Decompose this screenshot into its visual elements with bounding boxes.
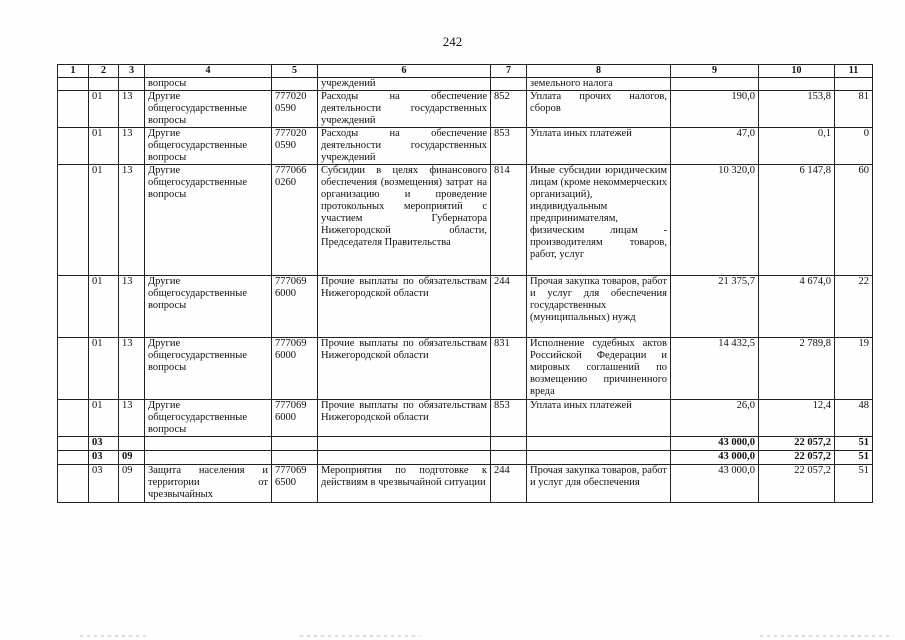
cell-division: 01 <box>89 91 119 128</box>
cell-subdivision: 13 <box>119 276 145 338</box>
cell-subdivision-name: Другие общегосударственные вопросы <box>145 91 272 128</box>
cell-percent: 60 <box>835 165 873 276</box>
cell-target-code <box>272 78 318 91</box>
cell-percent <box>835 78 873 91</box>
cell-expense-type <box>491 437 527 451</box>
cell-planned: 43 000,0 <box>671 465 759 503</box>
col-header: 11 <box>835 65 873 78</box>
cell-expense-type: 853 <box>491 400 527 437</box>
table-row <box>58 465 873 503</box>
cell-subdivision <box>119 437 145 451</box>
cell-expense-type: 852 <box>491 91 527 128</box>
cell-planned <box>671 78 759 91</box>
cell-target-code: 777020 0590 <box>272 128 318 165</box>
cell-planned: 14 432,5 <box>671 338 759 400</box>
cell-subdivision: 09 <box>119 451 145 465</box>
cell-percent: 22 <box>835 276 873 338</box>
cell-division: 03 <box>89 437 119 451</box>
cell-subdivision-name: вопросы <box>145 78 272 91</box>
cell-section <box>58 165 89 276</box>
table-row <box>58 437 873 451</box>
cell-executed: 2 789,8 <box>759 338 835 400</box>
cell-target-name <box>318 451 491 465</box>
cell-expense-name: Уплата иных платежей <box>527 128 671 165</box>
col-header: 9 <box>671 65 759 78</box>
cell-target-code: 777069 6000 <box>272 400 318 437</box>
cell-target-code: 777069 6500 <box>272 465 318 503</box>
cell-division: 01 <box>89 128 119 165</box>
cell-percent: 51 <box>835 451 873 465</box>
cell-executed: 6 147,8 <box>759 165 835 276</box>
cell-executed: 22 057,2 <box>759 465 835 503</box>
col-header: 2 <box>89 65 119 78</box>
col-header: 3 <box>119 65 145 78</box>
cell-executed: 22 057,2 <box>759 437 835 451</box>
col-header: 7 <box>491 65 527 78</box>
page-number: 242 <box>442 34 463 49</box>
cell-target-name: Расходы на обеспечение деятельности государственных учреждений <box>318 128 491 165</box>
cell-subdivision-name <box>145 437 272 451</box>
cell-expense-name: Уплата прочих налогов, сборов <box>527 91 671 128</box>
cell-expense-name <box>527 451 671 465</box>
cell-division: 03 <box>89 465 119 503</box>
table-row <box>58 91 873 128</box>
cell-target-code <box>272 451 318 465</box>
cell-subdivision: 13 <box>119 91 145 128</box>
cell-expense-type <box>491 78 527 91</box>
col-header: 10 <box>759 65 835 78</box>
cell-division: 01 <box>89 338 119 400</box>
cell-target-name: Прочие выплаты по обязательствам Нижегородской области <box>318 400 491 437</box>
cell-executed: 12,4 <box>759 400 835 437</box>
cell-expense-type: 853 <box>491 128 527 165</box>
cell-section <box>58 465 89 503</box>
cell-planned: 190,0 <box>671 91 759 128</box>
cell-section <box>58 338 89 400</box>
cell-target-name: Мероприятия по подготовке к действиям в чрезвычайной ситуации <box>318 465 491 503</box>
table-row <box>58 165 873 276</box>
cell-subdivision-name: Другие общегосударственные вопросы <box>145 338 272 400</box>
scan-artifact <box>0 630 905 640</box>
cell-division: 01 <box>89 400 119 437</box>
table-row <box>58 338 873 400</box>
cell-subdivision-name: Защита населения и территории от чрезвычайных <box>145 465 272 503</box>
cell-section <box>58 276 89 338</box>
cell-subdivision-name: Другие общегосударственные вопросы <box>145 128 272 165</box>
cell-target-name: учреждений <box>318 78 491 91</box>
cell-percent: 48 <box>835 400 873 437</box>
cell-percent: 51 <box>835 465 873 503</box>
col-header: 5 <box>272 65 318 78</box>
cell-expense-name: Прочая закупка товаров, работ и услуг для обеспечения государственных (муниципальных) нужд <box>527 276 671 338</box>
cell-expense-name: Уплата иных платежей <box>527 400 671 437</box>
cell-expense-type: 244 <box>491 465 527 503</box>
cell-executed: 22 057,2 <box>759 451 835 465</box>
table-header-row <box>58 65 873 78</box>
cell-executed <box>759 78 835 91</box>
cell-section <box>58 128 89 165</box>
cell-expense-name: земельного налога <box>527 78 671 91</box>
cell-subdivision-name <box>145 451 272 465</box>
cell-expense-name: Прочая закупка товаров, работ и услуг для обеспечения <box>527 465 671 503</box>
cell-executed: 4 674,0 <box>759 276 835 338</box>
cell-planned: 47,0 <box>671 128 759 165</box>
cell-percent: 81 <box>835 91 873 128</box>
cell-subdivision: 09 <box>119 465 145 503</box>
cell-expense-type: 814 <box>491 165 527 276</box>
cell-planned: 26,0 <box>671 400 759 437</box>
cell-planned: 10 320,0 <box>671 165 759 276</box>
cell-expense-type <box>491 451 527 465</box>
cell-percent: 0 <box>835 128 873 165</box>
cell-planned: 21 375,7 <box>671 276 759 338</box>
cell-planned: 43 000,0 <box>671 437 759 451</box>
cell-expense-name: Исполнение судебных актов Российской Федерации и мировых соглашений по возмещению причиненного вреда <box>527 338 671 400</box>
table-row <box>58 78 873 91</box>
cell-target-name: Прочие выплаты по обязательствам Нижегородской области <box>318 276 491 338</box>
cell-expense-name: Иные субсидии юридическим лицам (кроме некоммерческих организаций), индивидуальным предпринимателям, физическим лицам - производителям товаров, работ, услуг <box>527 165 671 276</box>
cell-target-name: Субсидии в целях финансового обеспечения (возмещения) затрат на организацию и проведение протокольных мероприятий с участием Губернатора Нижегородской области, Председателя Правительства <box>318 165 491 276</box>
col-header: 4 <box>145 65 272 78</box>
table-row <box>58 276 873 338</box>
cell-section <box>58 437 89 451</box>
cell-target-code: 777020 0590 <box>272 91 318 128</box>
budget-table <box>57 64 873 503</box>
cell-subdivision: 13 <box>119 128 145 165</box>
col-header: 8 <box>527 65 671 78</box>
cell-expense-type: 831 <box>491 338 527 400</box>
cell-subdivision: 13 <box>119 338 145 400</box>
cell-division <box>89 78 119 91</box>
cell-subdivision: 13 <box>119 165 145 276</box>
cell-planned: 43 000,0 <box>671 451 759 465</box>
table-row <box>58 451 873 465</box>
cell-target-name: Прочие выплаты по обязательствам Нижегородской области <box>318 338 491 400</box>
cell-executed: 0,1 <box>759 128 835 165</box>
cell-division: 03 <box>89 451 119 465</box>
col-header: 6 <box>318 65 491 78</box>
cell-section <box>58 400 89 437</box>
cell-executed: 153,8 <box>759 91 835 128</box>
table-row <box>58 128 873 165</box>
cell-expense-name <box>527 437 671 451</box>
cell-division: 01 <box>89 276 119 338</box>
cell-target-code: 777069 6000 <box>272 276 318 338</box>
cell-subdivision-name: Другие общегосударственные вопросы <box>145 165 272 276</box>
cell-target-name: Расходы на обеспечение деятельности государственных учреждений <box>318 91 491 128</box>
col-header: 1 <box>58 65 89 78</box>
cell-expense-type: 244 <box>491 276 527 338</box>
cell-subdivision <box>119 78 145 91</box>
cell-section <box>58 91 89 128</box>
cell-target-code: 777066 0260 <box>272 165 318 276</box>
cell-percent: 51 <box>835 437 873 451</box>
cell-section <box>58 78 89 91</box>
cell-target-code: 777069 6000 <box>272 338 318 400</box>
cell-target-code <box>272 437 318 451</box>
cell-subdivision-name: Другие общегосударственные вопросы <box>145 276 272 338</box>
table-row <box>58 400 873 437</box>
cell-target-name <box>318 437 491 451</box>
cell-section <box>58 451 89 465</box>
cell-division: 01 <box>89 165 119 276</box>
cell-subdivision: 13 <box>119 400 145 437</box>
cell-percent: 19 <box>835 338 873 400</box>
cell-subdivision-name: Другие общегосударственные вопросы <box>145 400 272 437</box>
